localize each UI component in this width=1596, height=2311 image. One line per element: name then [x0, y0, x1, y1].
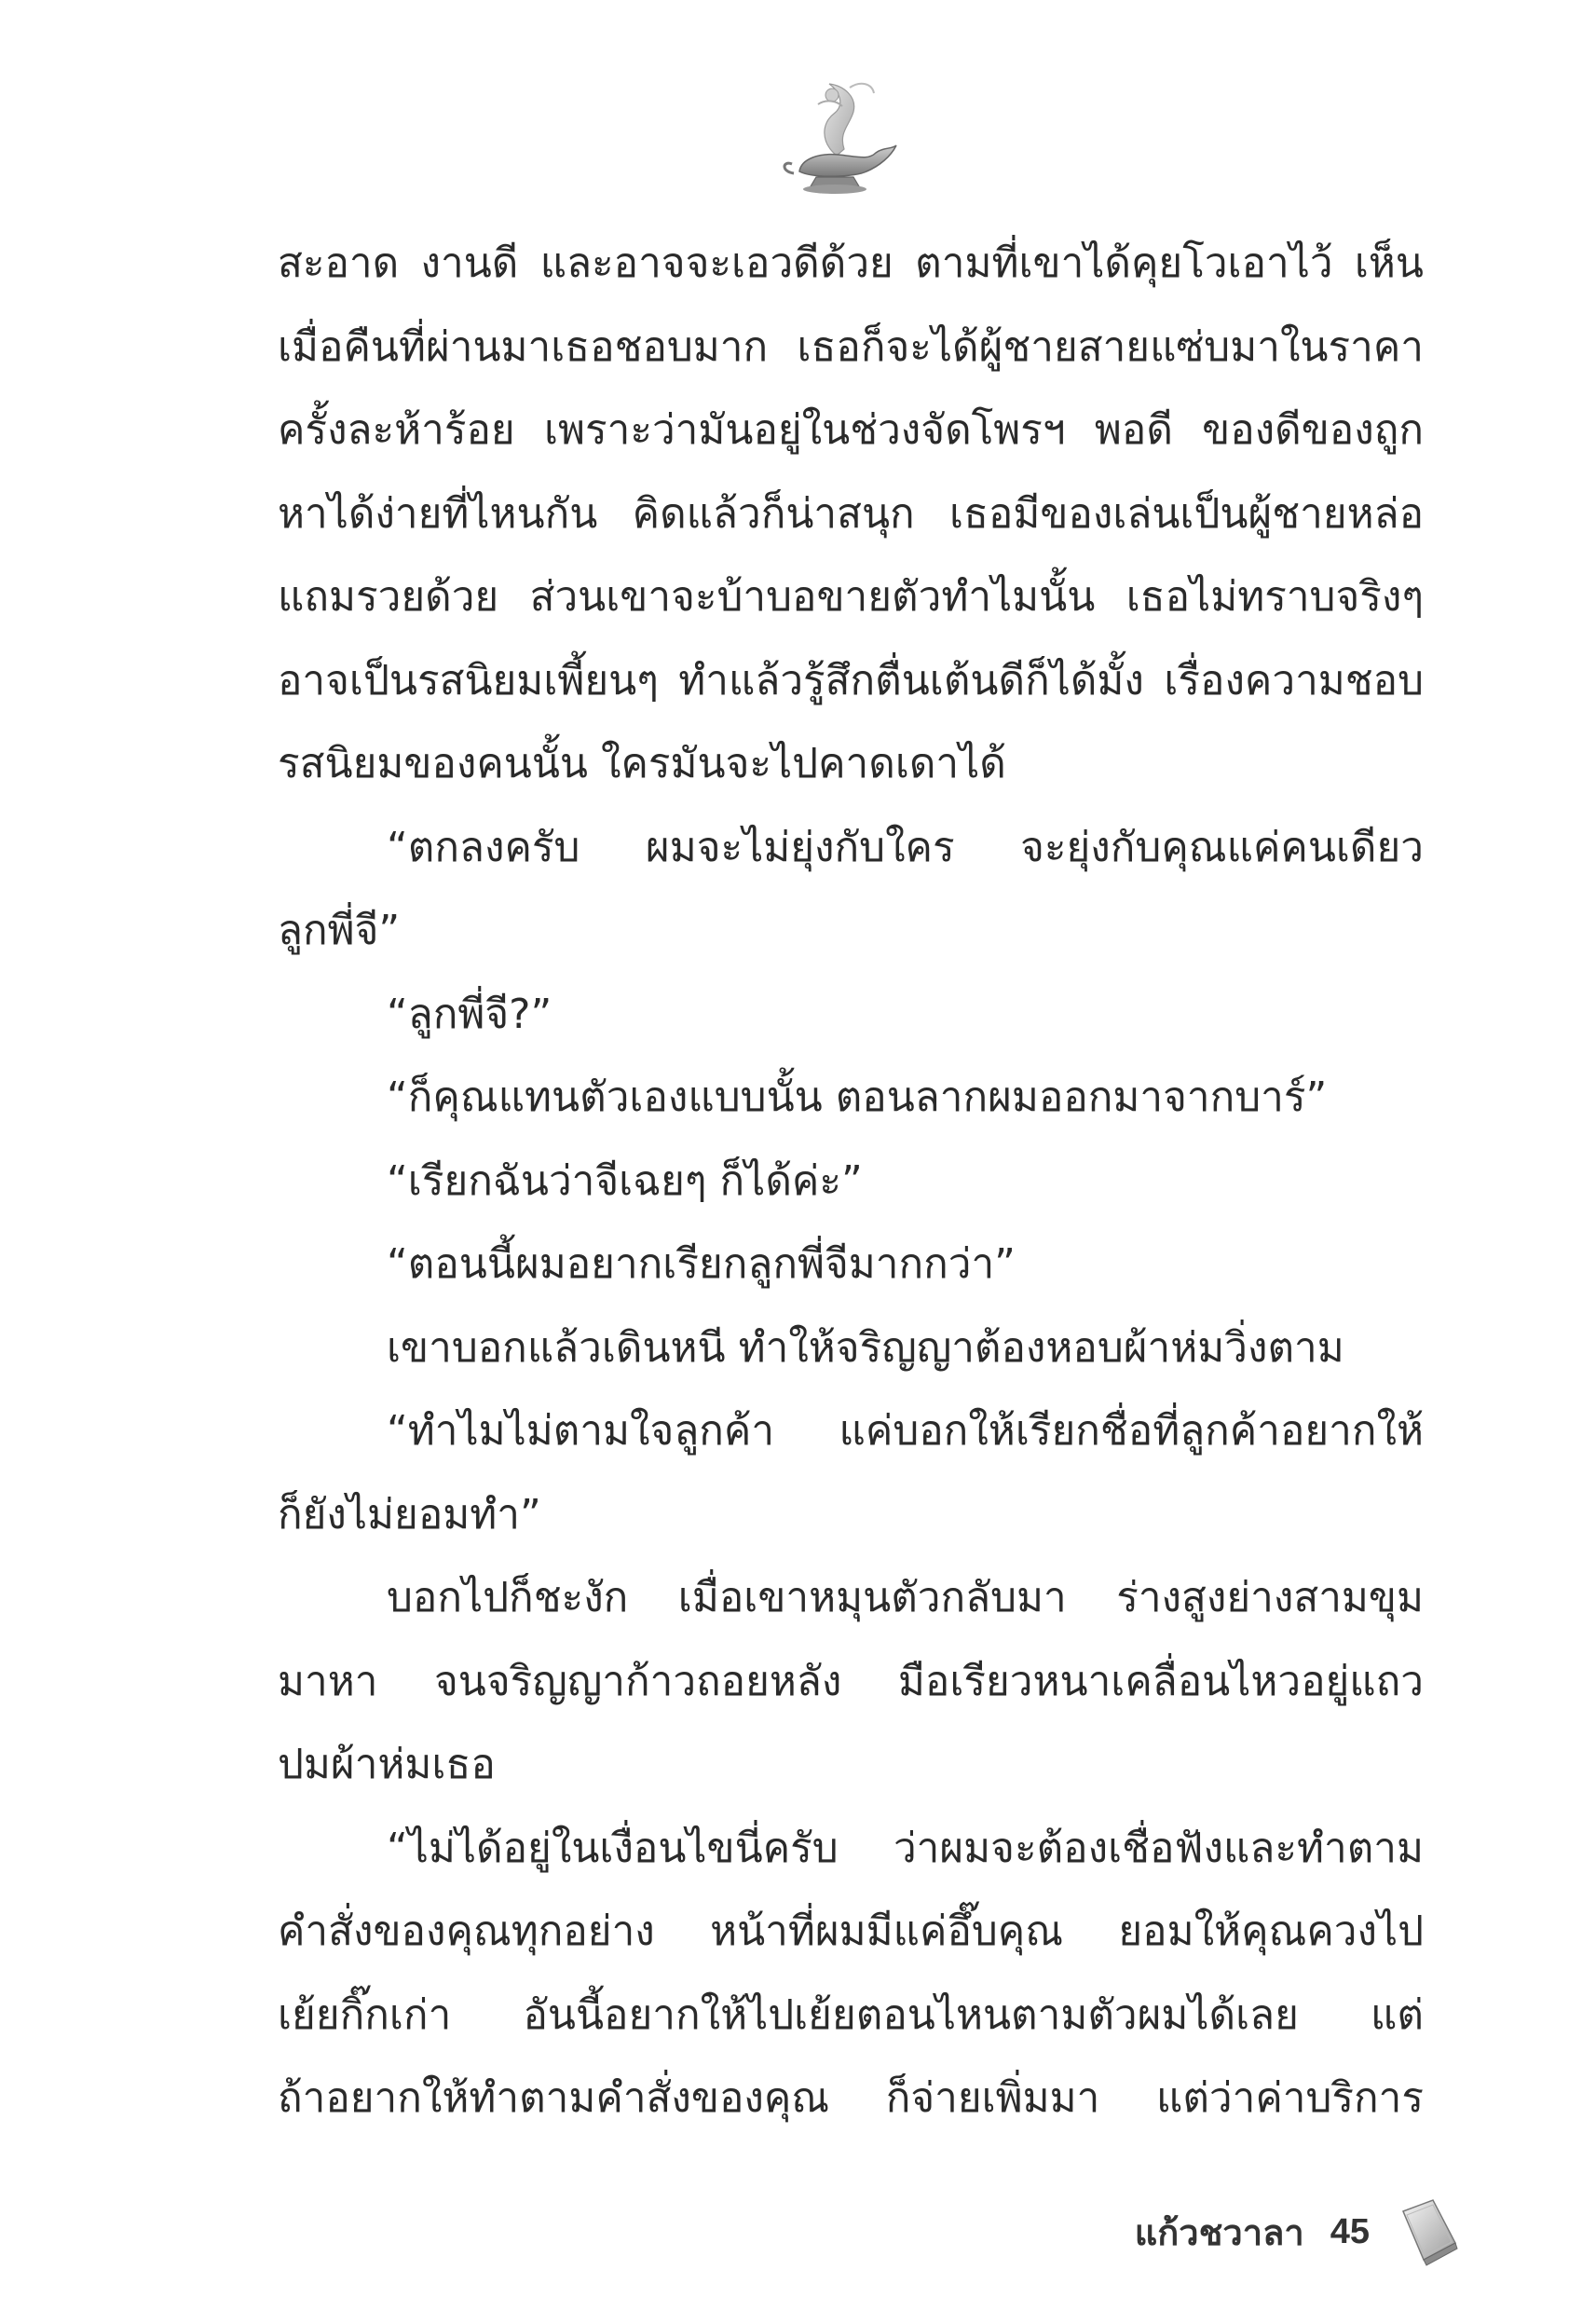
- text-line: ลูกพี่จี”: [278, 907, 401, 954]
- text-line: คำสั่งของคุณทุกอย่าง หน้าที่ผมมีแค่อึ๊บคุณ ยอมให้คุณควงไป: [278, 1908, 1424, 1955]
- text-line: เมื่อคืนที่ผ่านมาเธอชอบมาก เธอก็จะได้ผู้ชายสายแซ่บมาในราคา: [278, 322, 1424, 371]
- text-line: “ทำไมไม่ตามใจลูกค้า แค่บอกให้เรียกชื่อที่ลูกค้าอยากให้: [387, 1407, 1424, 1455]
- text-line: สะอาด งานดี และอาจจะเอวดีด้วย ตามที่เขาได้คุยโวเอาไว้ เห็น: [278, 239, 1424, 287]
- text-line: หาได้ง่ายที่ไหนกัน คิดแล้วก็น่าสนุก เธอมีของเล่นเป็นผู้ชายหล่อ: [278, 489, 1424, 538]
- text-line: รสนิยมของคนนั้น ใครมันจะไปคาดเดาได้: [278, 740, 1006, 787]
- text-line: “ก็คุณแทนตัวเองแบบนั้น ตอนลากผมออกมาจากบาร์”: [387, 1073, 1328, 1121]
- text-line: “ไม่ได้อยู่ในเงื่อนไขนี่ครับ ว่าผมจะต้องเชื่อฟังและทำตาม: [387, 1824, 1424, 1872]
- text-line: ปมผ้าห่มเธอ: [278, 1741, 496, 1788]
- text-line: เขาบอกแล้วเดินหนี ทำให้จริญญาต้องหอบผ้าห่มวิ่งตาม: [387, 1323, 1344, 1372]
- book-page-icon: [1396, 2195, 1461, 2269]
- text-line: “ตกลงครับ ผมจะไม่ยุ่งกับใคร จะยุ่งกับคุณแค่คนเดียว: [387, 823, 1424, 871]
- text-line: แถมรวยด้วย ส่วนเขาจะบ้าบอขายตัวทำไมนั้น เธอไม่ทราบจริงๆ: [278, 573, 1424, 621]
- text-line: “ตอนนี้ผมอยากเรียกลูกพี่จีมากกว่า”: [387, 1240, 1016, 1288]
- text-line: ครั้งละห้าร้อย เพราะว่ามันอยู่ในช่วงจัดโพรฯ พอดี ของดีของถูก: [278, 406, 1424, 454]
- text-line: “ลูกพี่จี?”: [387, 990, 552, 1038]
- text-line: เย้ยกิ๊กเก่า อันนี้อยากให้ไปเย้ยตอนไหนตามตัวผมได้เลย แต่: [278, 1990, 1424, 2039]
- text-line: ก็ยังไม่ยอมทำ”: [278, 1490, 541, 1538]
- text-line: “เรียกฉันว่าจีเฉยๆ ก็ได้ค่ะ”: [387, 1156, 863, 1205]
- body-text: [278, 222, 1424, 2140]
- genie-lamp-icon: [764, 67, 904, 207]
- book-title: แก้วชวาลา: [1134, 2211, 1304, 2253]
- text-line: บอกไปก็ชะงัก เมื่อเขาหมุนตัวกลับมา ร่างสูงย่างสามขุม: [387, 1574, 1424, 1621]
- text-line: อาจเป็นรสนิยมเพี้ยนๆ ทำแล้วรู้สึกตื่นเต้นดีก็ได้มั้ง เรื่องความชอบ: [278, 656, 1424, 704]
- text-line: มาหา จนจริญญาก้าวถอยหลัง มือเรียวหนาเคลื่อนไหวอยู่แถว: [278, 1657, 1424, 1705]
- page-number: 45: [1330, 2211, 1370, 2251]
- page-footer: [1135, 2185, 1461, 2278]
- text-line: ถ้าอยากให้ทำตามคำสั่งของคุณ ก็จ่ายเพิ่มมา แต่ว่าค่าบริการ: [278, 2074, 1424, 2122]
